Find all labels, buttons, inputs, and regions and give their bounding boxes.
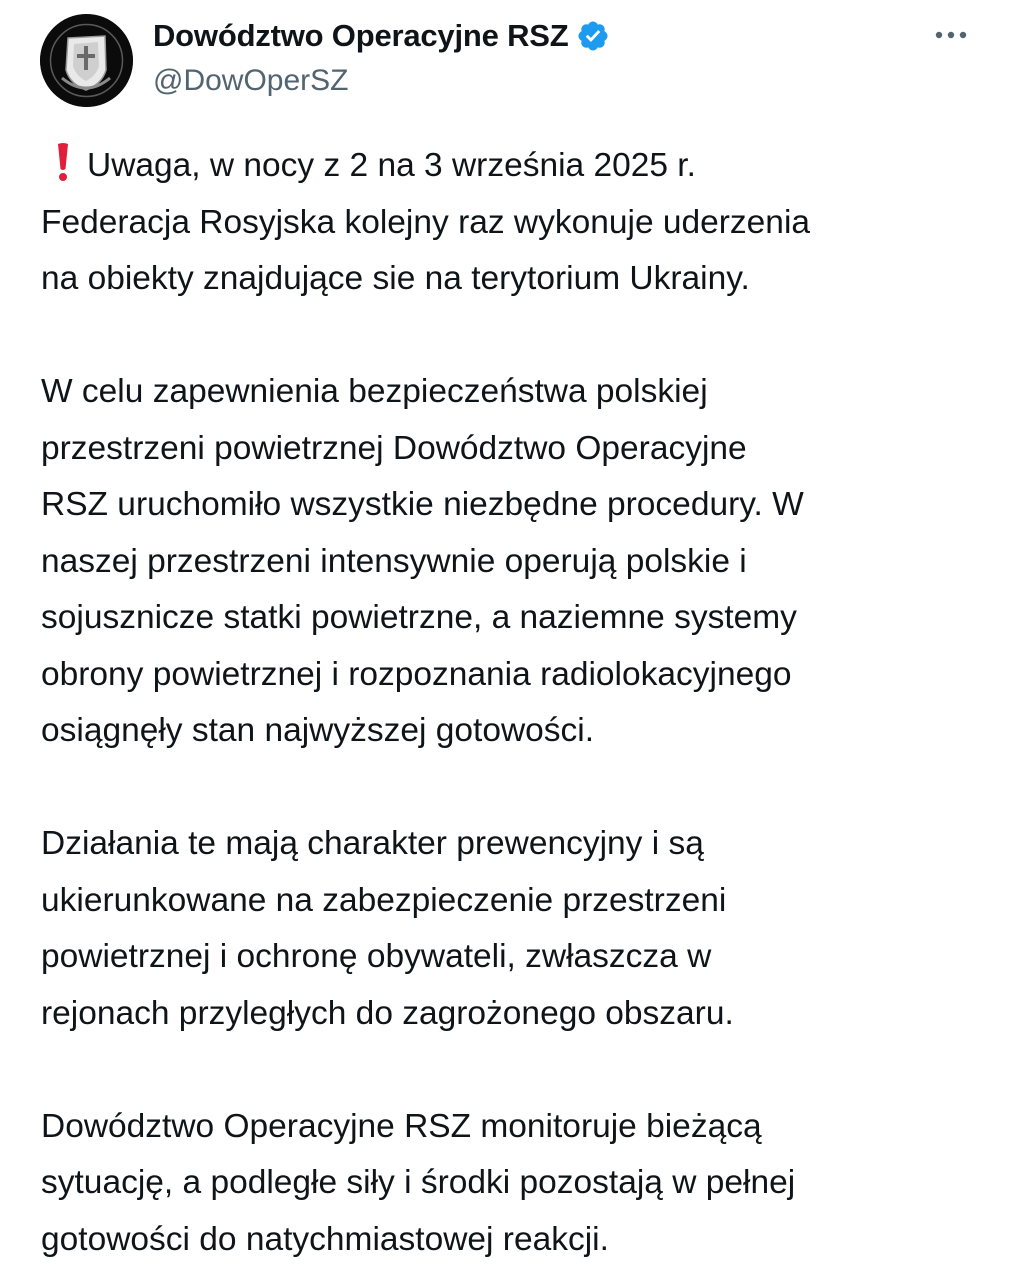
tweet-line-text: Uwaga, w nocy z 2 na 3 września 2025 r. bbox=[87, 147, 696, 184]
tweet-line-text: RSZ uruchomiło wszystkie niezbędne procedury. W bbox=[41, 486, 804, 523]
tweet-line-text: naszej przestrzeni intensywnie operują polskie i bbox=[41, 542, 747, 580]
tweet-line bbox=[41, 195, 981, 252]
tweet-line-text: Dowództwo Operacyjne RSZ monitoruje bieżącą bbox=[41, 1107, 762, 1145]
tweet-line-text: ukierunkowane na zabezpieczenie przestrzeni bbox=[41, 881, 727, 919]
tweet-paragraph bbox=[41, 816, 981, 1042]
tweet-line bbox=[41, 1155, 981, 1212]
tweet-line bbox=[41, 590, 981, 647]
military-emblem-icon bbox=[40, 14, 133, 107]
tweet-line bbox=[41, 986, 981, 1043]
tweet-line-text: przestrzeni powietrznej Dowództwo Operacyjne bbox=[41, 429, 747, 467]
red-exclamation-icon bbox=[55, 142, 71, 182]
display-name[interactable]: Dowództwo Operacyjne RSZ bbox=[153, 18, 569, 53]
avatar[interactable] bbox=[40, 14, 133, 107]
tweet-line-text: sytuację, a podległe siły i środki pozostają w pełnej bbox=[41, 1164, 796, 1201]
display-name-row[interactable] bbox=[153, 16, 610, 56]
tweet-line-text: W celu zapewnienia bezpieczeństwa polskiej bbox=[41, 373, 708, 410]
tweet-line bbox=[41, 816, 981, 873]
tweet-line bbox=[41, 477, 981, 534]
author-handle[interactable]: @DowOperSZ bbox=[153, 64, 349, 97]
tweet-line bbox=[41, 1099, 981, 1156]
tweet-line-text: obrony powietrznej i rozpoznania radiolokacyjnego bbox=[41, 655, 792, 693]
tweet-line bbox=[41, 873, 981, 930]
tweet-line bbox=[41, 364, 981, 421]
tweet-paragraph bbox=[41, 138, 981, 308]
tweet-paragraph bbox=[41, 364, 981, 760]
tweet-line bbox=[41, 534, 981, 591]
more-options-icon[interactable] bbox=[931, 28, 971, 42]
tweet-header bbox=[40, 14, 971, 110]
tweet-line-text: powietrznej i ochronę obywateli, zwłaszcza w bbox=[41, 938, 712, 975]
tweet-line-text: Działania te mają charakter prewencyjny i są bbox=[41, 825, 704, 862]
tweet-line bbox=[41, 703, 981, 760]
tweet-line-text: gotowości do natychmiastowej reakcji. bbox=[41, 1220, 609, 1258]
tweet-line bbox=[41, 421, 981, 478]
tweet-line bbox=[41, 251, 981, 308]
verified-badge-icon bbox=[576, 19, 610, 53]
tweet-paragraph bbox=[41, 1099, 981, 1269]
tweet-line bbox=[41, 929, 981, 986]
tweet-line-text: na obiekty znajdujące sie na terytorium Ukrainy. bbox=[41, 260, 750, 297]
tweet-line bbox=[41, 1212, 981, 1269]
tweet-line bbox=[41, 138, 981, 195]
tweet-line-text: Federacja Rosyjska kolejny raz wykonuje uderzenia bbox=[41, 203, 811, 241]
tweet-line-text: sojusznicze statki powietrzne, a naziemne systemy bbox=[41, 599, 797, 636]
tweet-line bbox=[41, 647, 981, 704]
tweet-line-text: osiągnęły stan najwyższej gotowości. bbox=[41, 712, 595, 749]
tweet-line-text: rejonach przyległych do zagrożonego obszaru. bbox=[41, 994, 734, 1032]
tweet-text bbox=[41, 138, 981, 1268]
